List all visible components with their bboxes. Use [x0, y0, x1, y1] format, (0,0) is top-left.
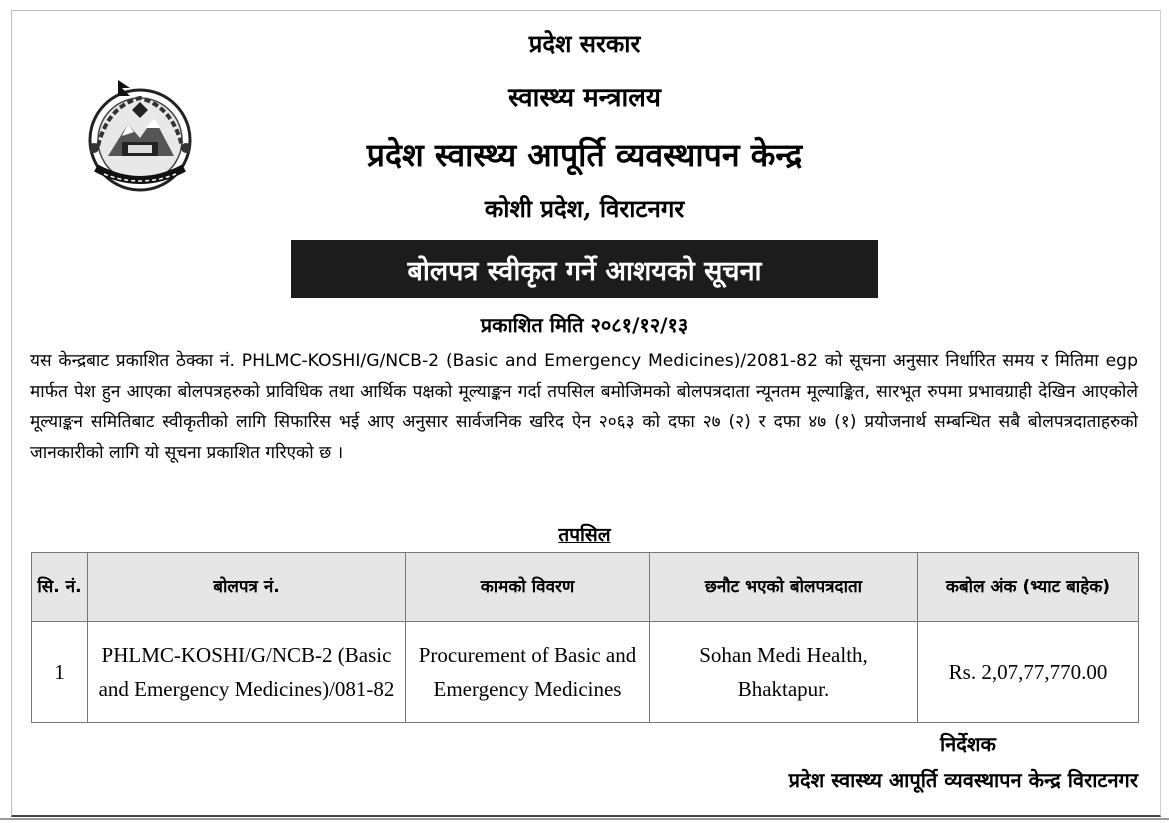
signatory-office: प्रदेश स्वास्थ्य आपूर्ति व्यवस्थापन केन्द्र विराटनगर: [788, 768, 1138, 792]
table-header-row: [32, 553, 1139, 622]
cell-selected-bidder: Sohan Medi Health, Bhaktapur.: [650, 622, 918, 723]
government-label: प्रदेश सरकार: [528, 29, 641, 58]
bottom-divider: [0, 818, 1169, 820]
header-tender-no: बोलपत्र नं.: [88, 553, 406, 622]
header-serial: सि. नं.: [32, 553, 88, 622]
table-heading-text: तपसिल: [558, 524, 611, 546]
cell-tender-no: PHLMC-KOSHI/G/NCB-2 (Basic and Emergency Medicines)/081-82: [88, 622, 406, 723]
location-label: कोशी प्रदेश, विराटनगर: [484, 194, 685, 223]
header-quoted-amount: कबोल अंक (भ्याट बाहेक): [918, 553, 1139, 622]
cell-serial: 1: [32, 622, 88, 723]
header-description: कामको विवरण: [406, 553, 650, 622]
notice-title-banner: [291, 240, 878, 298]
cell-quoted-amount: Rs. 2,07,77,770.00: [918, 622, 1139, 723]
publish-date: प्रकाशित मिति २०८१/१२/१३: [480, 313, 689, 337]
notice-title: बोलपत्र स्वीकृत गर्ने आशयको सूचना: [407, 255, 762, 287]
tender-table: [31, 552, 1139, 723]
table-row: [32, 622, 1139, 723]
signatory-title: निर्देशक: [940, 732, 996, 756]
header-selected-bidder: छनौट भएको बोलपत्रदाता: [650, 553, 918, 622]
cell-description: Procurement of Basic and Emergency Medicines: [406, 622, 650, 723]
table-heading: [0, 521, 1169, 547]
ministry-label: स्वास्थ्य मन्त्रालय: [508, 83, 661, 113]
notice-body: यस केन्द्रबाट प्रकाशित ठेक्का नं. PHLMC-KOSHI/G/NCB-2 (Basic and Emergency Medicines)/2081-82 को सूचना अनुसार निर्धारित समय र मितिमा egp मार्फत पेश हुन आएका बोलपत्रहरुको प्राविधिक तथा आर्थिक पक्षको मूल्याङ्कन गर्दा तपसिल बमोजिमको बोलपत्रदाता न्यूनतम मूल्याङ्कित, सारभूत रुपमा प्रभावग्राही देखिन आएकोले मूल्याङ्कन समितिबाट स्वीकृतीको लागि सिफारिस भई आए अनुसार सार्वजनिक खरिद ऐन २०६३ को दफा २७ (२) र दफा ४७ (१) प्रयोजनार्थ सम्बन्धित सबै बोलपत्रदाताहरुको जानकारीको लागि यो सूचना प्रकाशित गरिएको छ ।: [30, 351, 1138, 463]
center-name: प्रदेश स्वास्थ्य आपूर्ति व्यवस्थापन केन्द्र: [366, 136, 803, 174]
